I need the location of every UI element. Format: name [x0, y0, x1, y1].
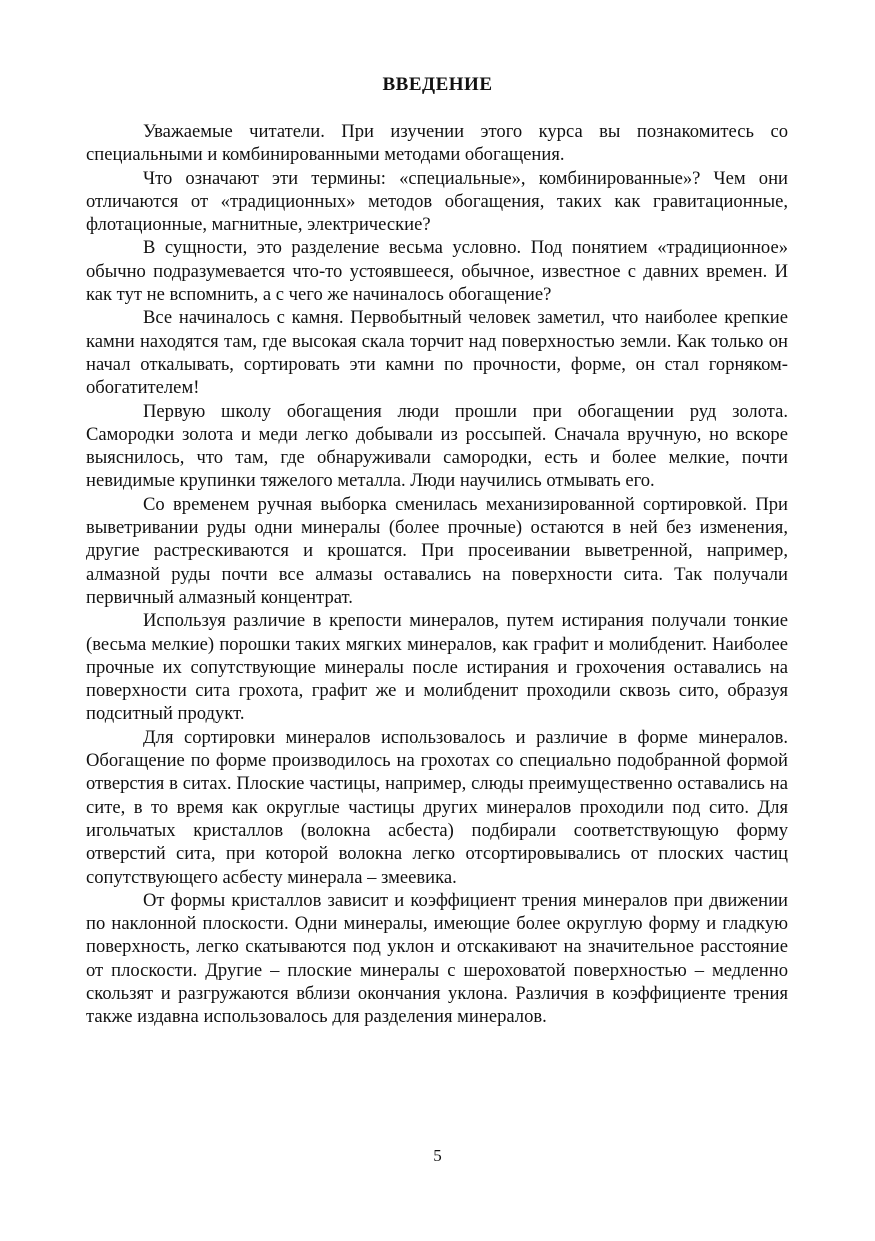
paragraph-7: Используя различие в крепости минералов, путем истирания получали тонкие (весьма мелкие) порошки таких мягких минералов, как графит и молибденит. Наиболее прочные их сопутствующие минералы после истирания и грохочения оставались на поверхности сита грохота, графит же и молибденит проходили сквозь сито, образуя подситный продукт. — [86, 610, 788, 725]
paragraph-1: Уважаемые читатели. При изучении этого курса вы познакомитесь со специальными и комбинированными методами обогащения. — [86, 121, 788, 166]
paragraph-5: Первую школу обогащения люди прошли при обогащении руд золота. Самородки золота и меди легко добывали из россыпей. Сначала вручную, но вскоре выяснилось, что там, где обнаруживали самородки, есть и более мелкие, почти невидимые крупинки тяжелого металла. Люди научились отмывать его. — [86, 400, 788, 492]
paragraph-8: Для сортировки минералов использовалось и различие в форме минералов. Обогащение по форме производилось на грохотах со специально подобранной формой отверстия в ситах. Плоские частицы, например, слюды преимущественно оставались на сите, в то время как округлые частицы других минералов проходили под сито. Для игольчатых кристаллов (волокна асбеста) подбирали соответствующую форму отверстий сита, при которой волокна легко отсортировывались от плоских частиц сопутствующего асбесту минерала – змеевика. — [86, 726, 788, 888]
paragraph-6: Со временем ручная выборка сменилась механизированной сортировкой. При выветривании руды одни минералы (более прочные) остаются в ней без изменения, другие растрескиваются и крошатся. При просеивании выветренной, например, алмазной руды почти все алмазы оставались на поверхности сита. Так получали первичный алмазный концентрат. — [86, 493, 788, 608]
paragraph-9: От формы кристаллов зависит и коэффициент трения минералов при движении по наклонной плоскости. Одни минералы, имеющие более округлую форму и гладкую поверхность, легко скатываются под уклон и отскакивают на значительное расстояние от плоскости. Другие – плоские минералы с шероховатой поверхностью – медленно скользят и разгружаются вблизи окончания уклона. Различия в коэффициенте трения также издавна использовалось для разделения минералов. — [86, 889, 788, 1028]
paragraph-4: Все начиналось с камня. Первобытный человек заметил, что наиболее крепкие камни находятся там, где высокая скала торчит над поверхностью земли. Как только он начал откалывать, сортировать эти камни по прочности, форме, он стал горняком-обогатителем! — [86, 307, 788, 399]
paragraph-2: Что означают эти термины: «специальные», комбинированные»? Чем они отличаются от «традиционных» методов обогащения, таких как гравитационные, флотационные, магнитные, электрические? — [86, 167, 788, 236]
section-title: ВВЕДЕНИЕ — [382, 74, 493, 95]
body-text — [86, 120, 788, 1029]
page-number: 5 — [433, 1146, 442, 1165]
paragraph-3: В сущности, это разделение весьма условно. Под понятием «традиционное» обычно подразумевается что-то устоявшееся, обычное, известное с давних времен. И как тут не вспомнить, а с чего же начиналось обогащение? — [86, 237, 788, 306]
